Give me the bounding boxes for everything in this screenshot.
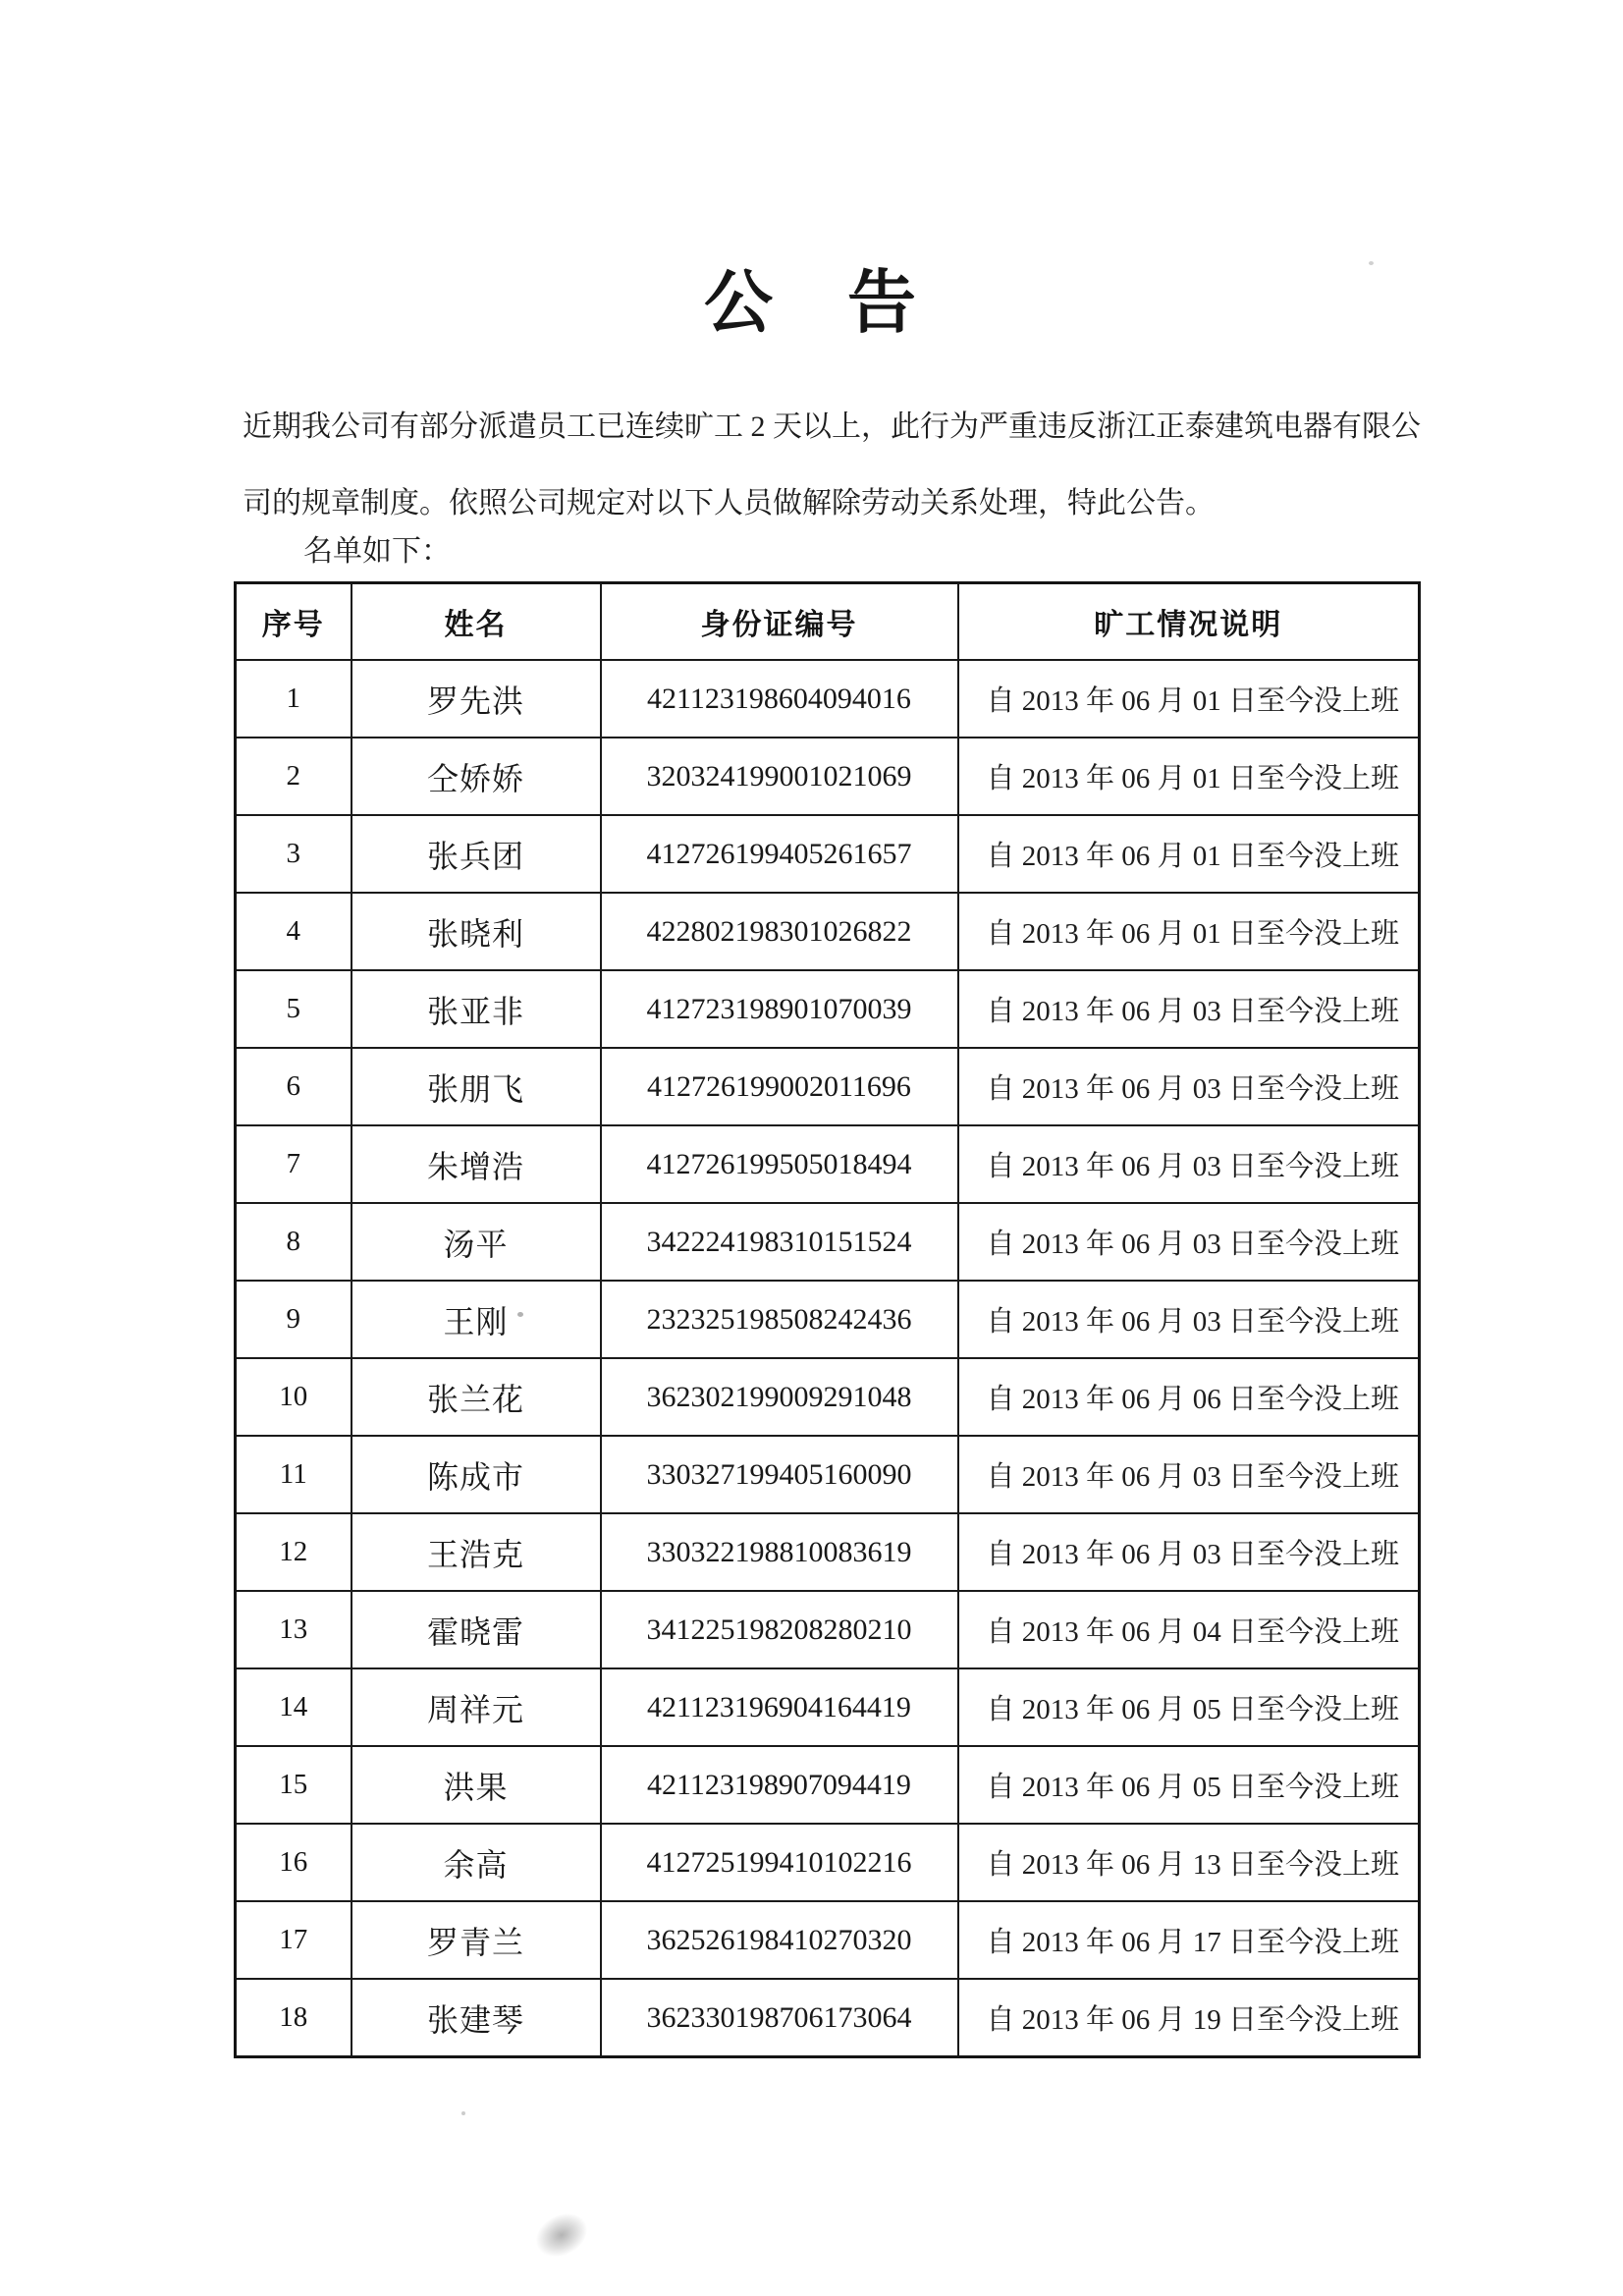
table-row (236, 1668, 1420, 1746)
table-row (236, 738, 1420, 815)
absence-note-cell: 自 2013 年 06 月 03 日至今没上班 (958, 1436, 1420, 1513)
table-row (236, 660, 1420, 738)
absence-note-cell: 自 2013 年 06 月 01 日至今没上班 (958, 660, 1420, 738)
roster-table-container (234, 581, 1421, 2058)
scan-speck (1369, 261, 1374, 265)
table-row (236, 1824, 1420, 1901)
person-name-cell: 张朋飞 (352, 1048, 601, 1125)
row-number-cell: 5 (236, 970, 352, 1048)
id-number-cell: 330327199405160090 (601, 1436, 958, 1513)
person-name-cell: 张亚非 (352, 970, 601, 1048)
absence-note-cell: 自 2013 年 06 月 03 日至今没上班 (958, 970, 1420, 1048)
header-id-number: 身份证编号 (601, 583, 958, 661)
absence-note-cell: 自 2013 年 06 月 03 日至今没上班 (958, 1125, 1420, 1203)
header-absence-description: 旷工情况说明 (958, 583, 1420, 661)
table-row (236, 1979, 1420, 2057)
table-row (236, 1513, 1420, 1591)
header-serial-number: 序号 (236, 583, 352, 661)
table-row (236, 1281, 1420, 1358)
table-row (236, 1901, 1420, 1979)
person-name-cell: 霍晓雷 (352, 1591, 601, 1668)
id-number-cell: 412726199505018494 (601, 1125, 958, 1203)
table-row (236, 1125, 1420, 1203)
row-number-cell: 15 (236, 1746, 352, 1824)
id-number-cell: 412726199405261657 (601, 815, 958, 893)
table-row (236, 1203, 1420, 1281)
person-name-cell: 洪果 (352, 1746, 601, 1824)
absence-note-cell: 自 2013 年 06 月 01 日至今没上班 (958, 893, 1420, 970)
intro-paragraph (243, 389, 1421, 542)
row-number-cell: 3 (236, 815, 352, 893)
table-row (236, 1048, 1420, 1125)
absence-note-cell: 自 2013 年 06 月 17 日至今没上班 (958, 1901, 1420, 1979)
absence-note-cell: 自 2013 年 06 月 13 日至今没上班 (958, 1824, 1420, 1901)
absence-note-cell: 自 2013 年 06 月 05 日至今没上班 (958, 1668, 1420, 1746)
table-row (236, 893, 1420, 970)
person-name-cell: 张兰花 (352, 1358, 601, 1436)
absence-note-cell: 自 2013 年 06 月 06 日至今没上班 (958, 1358, 1420, 1436)
person-name-cell: 汤平 (352, 1203, 601, 1281)
id-number-cell: 362526198410270320 (601, 1901, 958, 1979)
intro-paragraph-line: 司的规章制度。依照公司规定对以下人员做解除劳动关系处理，特此公告。 (243, 487, 1215, 519)
id-number-cell: 362302199009291048 (601, 1358, 958, 1436)
table-row (236, 1591, 1420, 1668)
id-number-cell: 232325198508242436 (601, 1281, 958, 1358)
page-title: 公 告 (704, 266, 919, 342)
row-number-cell: 4 (236, 893, 352, 970)
row-number-cell: 1 (236, 660, 352, 738)
list-intro-label: 名单如下： (303, 535, 451, 568)
absence-note-cell: 自 2013 年 06 月 03 日至今没上班 (958, 1048, 1420, 1125)
person-name-cell: 王刚 (352, 1281, 601, 1358)
person-name-cell: 王浩克 (352, 1513, 601, 1591)
row-number-cell: 12 (236, 1513, 352, 1591)
person-name-cell: 罗青兰 (352, 1901, 601, 1979)
absence-note-cell: 自 2013 年 06 月 19 日至今没上班 (958, 1979, 1420, 2057)
person-name-cell: 朱增浩 (352, 1125, 601, 1203)
absence-note-cell: 自 2013 年 06 月 01 日至今没上班 (958, 738, 1420, 815)
person-name-cell: 张兵团 (352, 815, 601, 893)
intro-paragraph-line: 近期我公司有部分派遣员工已连续旷工 2 天以上，此行为严重违反浙江正泰建筑电器有限公 (243, 410, 1421, 443)
row-number-cell: 6 (236, 1048, 352, 1125)
person-name-cell: 张晓利 (352, 893, 601, 970)
id-number-cell: 421123198604094016 (601, 660, 958, 738)
id-number-cell: 421123196904164419 (601, 1668, 958, 1746)
row-number-cell: 13 (236, 1591, 352, 1668)
absence-note-cell: 自 2013 年 06 月 03 日至今没上班 (958, 1281, 1420, 1358)
row-number-cell: 16 (236, 1824, 352, 1901)
person-name-cell: 仝娇娇 (352, 738, 601, 815)
id-number-cell: 422802198301026822 (601, 893, 958, 970)
person-name-cell: 罗先洪 (352, 660, 601, 738)
scan-speck (517, 1312, 523, 1317)
row-number-cell: 2 (236, 738, 352, 815)
id-number-cell: 362330198706173064 (601, 1979, 958, 2057)
absence-note-cell: 自 2013 年 06 月 05 日至今没上班 (958, 1746, 1420, 1824)
id-number-cell: 320324199001021069 (601, 738, 958, 815)
id-number-cell: 421123198907094419 (601, 1746, 958, 1824)
absence-note-cell: 自 2013 年 06 月 01 日至今没上班 (958, 815, 1420, 893)
dismissed-employees-table (234, 581, 1421, 2058)
person-name-cell: 陈成市 (352, 1436, 601, 1513)
id-number-cell: 412726199002011696 (601, 1048, 958, 1125)
id-number-cell: 412723198901070039 (601, 970, 958, 1048)
table-row (236, 1358, 1420, 1436)
table-row (236, 1746, 1420, 1824)
row-number-cell: 10 (236, 1358, 352, 1436)
row-number-cell: 11 (236, 1436, 352, 1513)
row-number-cell: 18 (236, 1979, 352, 2057)
absence-note-cell: 自 2013 年 06 月 03 日至今没上班 (958, 1203, 1420, 1281)
header-name: 姓名 (352, 583, 601, 661)
id-number-cell: 342224198310151524 (601, 1203, 958, 1281)
table-row (236, 1436, 1420, 1513)
row-number-cell: 17 (236, 1901, 352, 1979)
table-row (236, 970, 1420, 1048)
id-number-cell: 412725199410102216 (601, 1824, 958, 1901)
id-number-cell: 330322198810083619 (601, 1513, 958, 1591)
id-number-cell: 341225198208280210 (601, 1591, 958, 1668)
row-number-cell: 8 (236, 1203, 352, 1281)
person-name-cell: 余高 (352, 1824, 601, 1901)
absence-note-cell: 自 2013 年 06 月 03 日至今没上班 (958, 1513, 1420, 1591)
table-header-row (236, 583, 1420, 661)
scan-smudge-mark (529, 2206, 594, 2266)
row-number-cell: 9 (236, 1281, 352, 1358)
absence-note-cell: 自 2013 年 06 月 04 日至今没上班 (958, 1591, 1420, 1668)
table-row (236, 815, 1420, 893)
person-name-cell: 周祥元 (352, 1668, 601, 1746)
scan-speck (461, 2111, 465, 2115)
person-name-cell: 张建琴 (352, 1979, 601, 2057)
announcement-table-body (236, 660, 1420, 2057)
row-number-cell: 7 (236, 1125, 352, 1203)
row-number-cell: 14 (236, 1668, 352, 1746)
